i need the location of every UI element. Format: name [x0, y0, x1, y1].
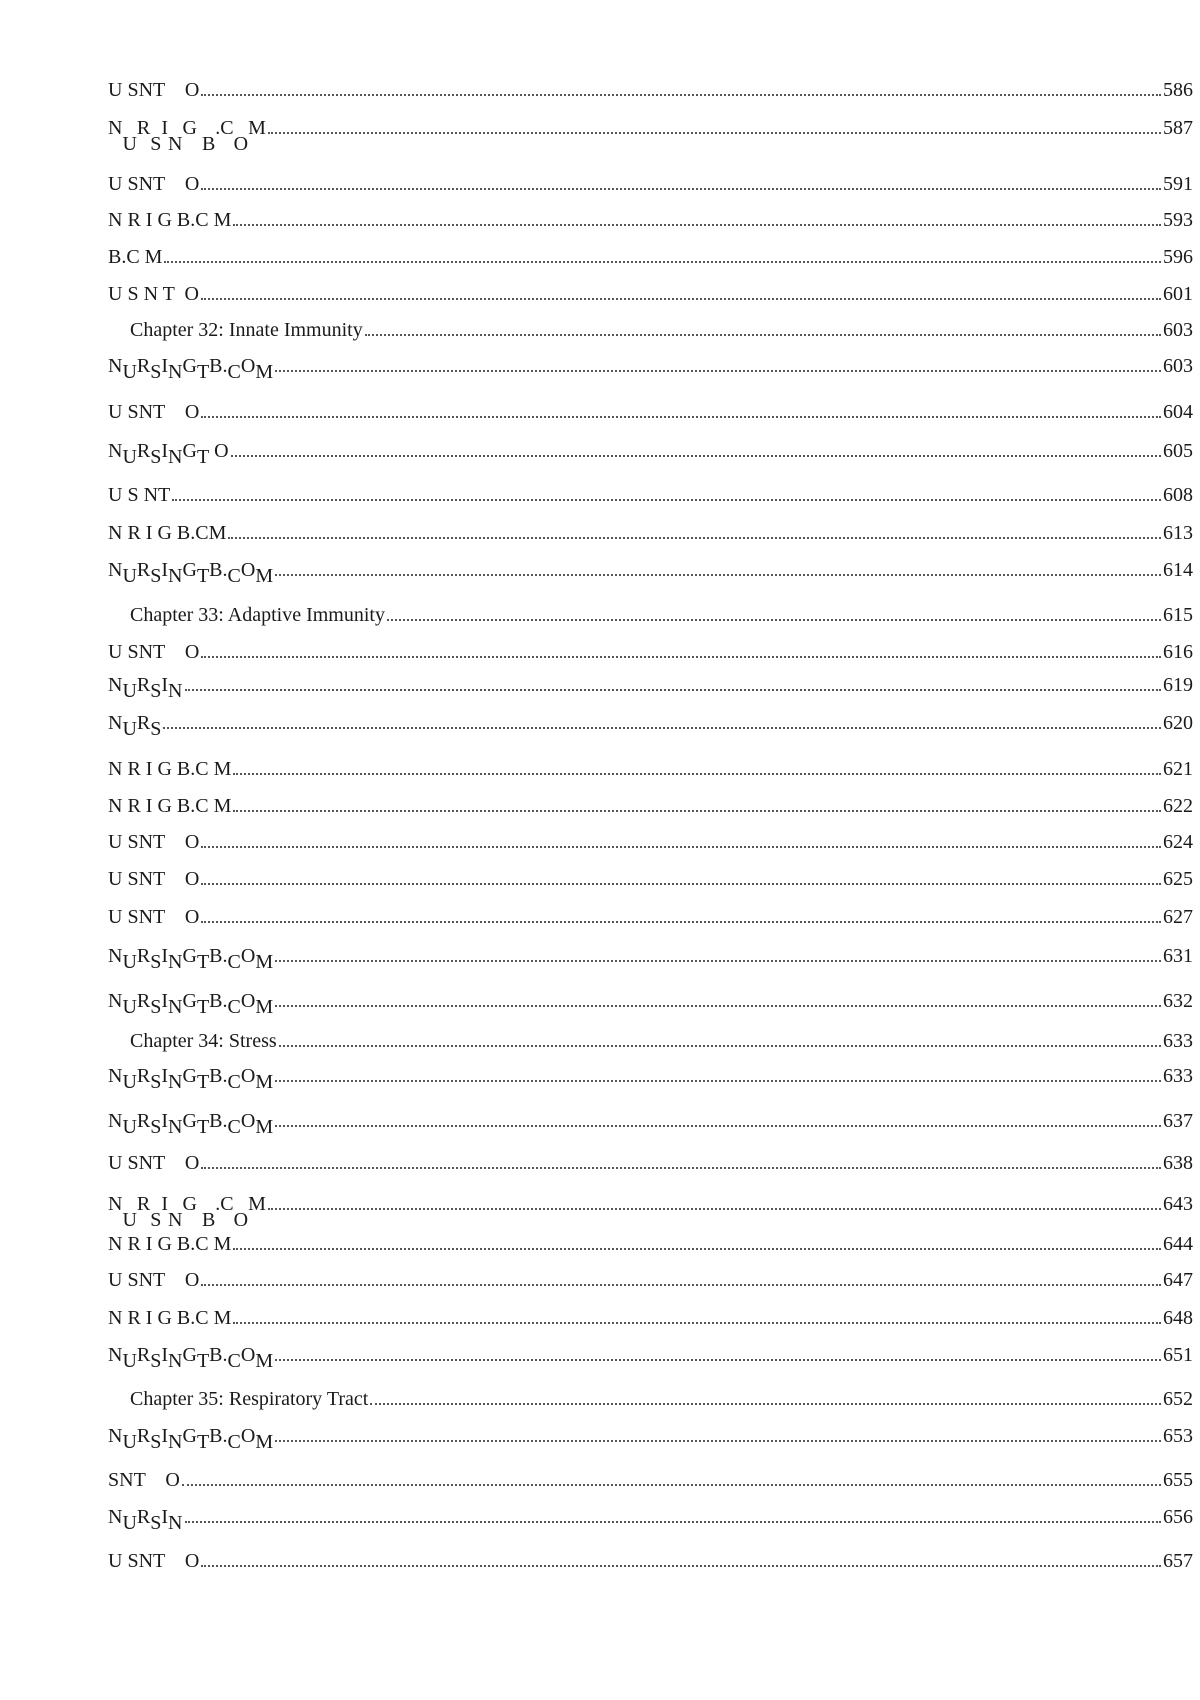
toc-entry-label: U SNT O: [108, 79, 200, 101]
toc-chapter-title: Chapter 34: Stress: [130, 1030, 277, 1052]
toc-chapter-entry[interactable]: [130, 595, 1193, 627]
toc-page-number: 603: [1163, 355, 1193, 377]
toc-entry[interactable]: [108, 703, 1193, 740]
dot-leader: [387, 619, 1161, 621]
toc-entry[interactable]: [108, 513, 1193, 545]
dot-leader: [370, 1403, 1161, 1405]
toc-entry[interactable]: [108, 550, 1193, 587]
toc-entry[interactable]: [108, 632, 1193, 664]
toc-entry-label: SNT O: [108, 1469, 180, 1491]
dot-leader: [275, 1359, 1161, 1361]
dot-leader: [201, 1167, 1161, 1169]
toc-page-number: 652: [1163, 1388, 1193, 1410]
toc-page-number: 644: [1163, 1233, 1193, 1255]
toc-entry-label: N U R S I N G B . C O M: [108, 117, 266, 155]
toc-entry-label: N U R S I N G T O: [108, 440, 229, 468]
toc-chapter-entry[interactable]: [130, 1379, 1193, 1411]
toc-entry[interactable]: [108, 1184, 1193, 1231]
dot-leader: [182, 1484, 1161, 1486]
toc-entry[interactable]: [108, 1416, 1193, 1453]
dot-leader: [268, 132, 1161, 134]
toc-page-number: 643: [1163, 1193, 1193, 1215]
toc-entry[interactable]: [108, 1224, 1193, 1256]
dot-leader: [185, 1521, 1162, 1523]
dot-leader: [164, 261, 1161, 263]
toc-entry[interactable]: [108, 70, 1193, 102]
toc-entry-label: U SNT O: [108, 831, 200, 853]
toc-page-number: 619: [1163, 674, 1193, 696]
dot-leader: [233, 1248, 1161, 1250]
toc-entry-label: U SNT O: [108, 173, 200, 195]
toc-chapter-entry[interactable]: [130, 1021, 1193, 1053]
toc-entry-label: N U R S I N G T B . C O M: [108, 1425, 274, 1453]
toc-entry[interactable]: [108, 665, 1193, 702]
toc-entry-label: N U R S I N G T B . C O M: [108, 1110, 274, 1138]
toc-entry[interactable]: [108, 108, 1193, 155]
dot-leader: [365, 334, 1161, 336]
toc-entry-label: N U R S I N G T B . C O M: [108, 945, 274, 973]
toc-entry[interactable]: [108, 786, 1193, 818]
toc-chapter-title: Chapter 33: Adaptive Immunity: [130, 604, 385, 626]
toc-entry-label: U SNT O: [108, 1269, 200, 1291]
toc-entry[interactable]: [108, 1497, 1193, 1534]
toc-page-number: 633: [1163, 1030, 1193, 1052]
toc-entry-label: N U R S: [108, 712, 162, 740]
toc-entry[interactable]: [108, 981, 1193, 1018]
toc-page-number: 653: [1163, 1425, 1193, 1447]
toc-entry-label: N R I G B.C M: [108, 1307, 232, 1329]
dot-leader: [185, 689, 1162, 691]
toc-page-number: 601: [1163, 283, 1193, 305]
toc-page-number: 638: [1163, 1152, 1193, 1174]
toc-entry[interactable]: [108, 822, 1193, 854]
dot-leader: [233, 1322, 1161, 1324]
toc-page-number: 591: [1163, 173, 1193, 195]
dot-leader: [201, 298, 1161, 300]
dot-leader: [233, 224, 1161, 226]
toc-page-number: 632: [1163, 990, 1193, 1012]
toc-page-number: 614: [1163, 559, 1193, 581]
toc-page-number: 657: [1163, 1550, 1193, 1572]
toc-entry-label: N R I G B.C M: [108, 795, 232, 817]
toc-page-number: 624: [1163, 831, 1193, 853]
dot-leader: [201, 416, 1161, 418]
toc-entry-label: N R I G B.C M: [108, 758, 232, 780]
toc-entry-label: U SNT O: [108, 1550, 200, 1572]
dot-leader: [275, 370, 1161, 372]
toc-page-number: 655: [1163, 1469, 1193, 1491]
toc-entry-label: U SNT O: [108, 401, 200, 423]
dot-leader: [201, 921, 1161, 923]
toc-entry-label: N U R S I N: [108, 674, 183, 702]
toc-page-number: 613: [1163, 522, 1193, 544]
toc-entry[interactable]: [108, 1101, 1193, 1138]
toc-entry[interactable]: [108, 392, 1193, 424]
toc-page-number: 648: [1163, 1307, 1193, 1329]
toc-entry-label: U SNT O: [108, 906, 200, 928]
toc-page-number: 627: [1163, 906, 1193, 928]
dot-leader: [201, 1284, 1161, 1286]
toc-entry-label: N R I G B.CM: [108, 522, 227, 544]
toc-entry-label: N U R S I N: [108, 1506, 183, 1534]
dot-leader: [233, 810, 1161, 812]
toc-entry[interactable]: [108, 164, 1193, 196]
dot-leader: [201, 1565, 1161, 1567]
dot-leader: [163, 727, 1161, 729]
toc-entry-label: B.C M: [108, 246, 163, 268]
toc-page-number: 621: [1163, 758, 1193, 780]
toc-page-number: 625: [1163, 868, 1193, 890]
toc-entry-label: N R I G B.C M: [108, 1233, 232, 1255]
toc-entry-label: U SNT O: [108, 641, 200, 663]
toc-page-number: 605: [1163, 440, 1193, 462]
toc-page-number: 637: [1163, 1110, 1193, 1132]
toc-entry-label: U SNT O: [108, 868, 200, 890]
toc-entry-label: N R I G B.C M: [108, 209, 232, 231]
dot-leader: [275, 1440, 1161, 1442]
toc-entry[interactable]: [108, 431, 1193, 468]
toc-entry[interactable]: [108, 1298, 1193, 1330]
toc-page-number: 604: [1163, 401, 1193, 423]
toc-entry[interactable]: [108, 1056, 1193, 1093]
toc-page-number: 620: [1163, 712, 1193, 734]
dot-leader: [201, 883, 1161, 885]
toc-entry-label: N U R S I N G T B . C O M: [108, 1065, 274, 1093]
toc-entry-label: N U R S I N G T B . C O M: [108, 1344, 274, 1372]
toc-entry-label: N U R S I N G T B . C O M: [108, 559, 274, 587]
dot-leader: [275, 1125, 1161, 1127]
toc-chapter-title: Chapter 35: Respiratory Tract: [130, 1388, 369, 1410]
dot-leader: [275, 1005, 1161, 1007]
toc-page-number: 593: [1163, 209, 1193, 231]
dot-leader: [201, 94, 1161, 96]
toc-page-number: 656: [1163, 1506, 1193, 1528]
toc-page-number: 622: [1163, 795, 1193, 817]
toc-entry[interactable]: [108, 1335, 1193, 1372]
toc-page-number: 608: [1163, 484, 1193, 506]
dot-leader: [228, 537, 1161, 539]
toc-entry[interactable]: [108, 237, 1193, 269]
toc-page-number: 586: [1163, 79, 1193, 101]
toc-entry[interactable]: [108, 1460, 1193, 1492]
toc-entry[interactable]: [108, 1260, 1193, 1292]
toc-entry-label: N U R S I N G B . C O M: [108, 1193, 266, 1231]
toc-entry-label: N U R S I N G T B . C O M: [108, 990, 274, 1018]
toc-entry[interactable]: [108, 936, 1193, 973]
toc-entry[interactable]: [108, 475, 1193, 507]
dot-leader: [201, 188, 1161, 190]
toc-page-number: 616: [1163, 641, 1193, 663]
toc-entry-label: U S N T O: [108, 283, 199, 305]
dot-leader: [275, 960, 1161, 962]
toc-entry[interactable]: [108, 200, 1193, 232]
toc-chapter-entry[interactable]: [130, 310, 1193, 342]
toc-entry-label: U SNT O: [108, 1152, 200, 1174]
toc-page-number: 651: [1163, 1344, 1193, 1366]
toc-chapter-title: Chapter 32: Innate Immunity: [130, 319, 363, 341]
dot-leader: [201, 846, 1161, 848]
toc-page-number: 633: [1163, 1065, 1193, 1087]
toc-entry-label: N U R S I N G T B . C O M: [108, 355, 274, 383]
toc-page-number: 647: [1163, 1269, 1193, 1291]
toc-page-number: 631: [1163, 945, 1193, 967]
toc-entry[interactable]: [108, 1541, 1193, 1573]
dot-leader: [231, 455, 1161, 457]
toc-entry[interactable]: [108, 859, 1193, 891]
dot-leader: [268, 1208, 1161, 1210]
toc-page-number: 596: [1163, 246, 1193, 268]
dot-leader: [275, 574, 1161, 576]
dot-leader: [279, 1045, 1161, 1047]
dot-leader: [201, 656, 1161, 658]
toc-entry[interactable]: [108, 1143, 1193, 1175]
dot-leader: [275, 1080, 1161, 1082]
dot-leader: [233, 773, 1161, 775]
toc-entry[interactable]: [108, 897, 1193, 929]
toc-page-number: 603: [1163, 319, 1193, 341]
toc-entry[interactable]: [108, 274, 1193, 306]
toc-entry[interactable]: [108, 346, 1193, 383]
dot-leader: [172, 499, 1161, 501]
toc-page-number: 587: [1163, 117, 1193, 139]
toc-entry-label: U S NT: [108, 484, 171, 506]
toc-page-number: 615: [1163, 604, 1193, 626]
toc-entry[interactable]: [108, 749, 1193, 781]
